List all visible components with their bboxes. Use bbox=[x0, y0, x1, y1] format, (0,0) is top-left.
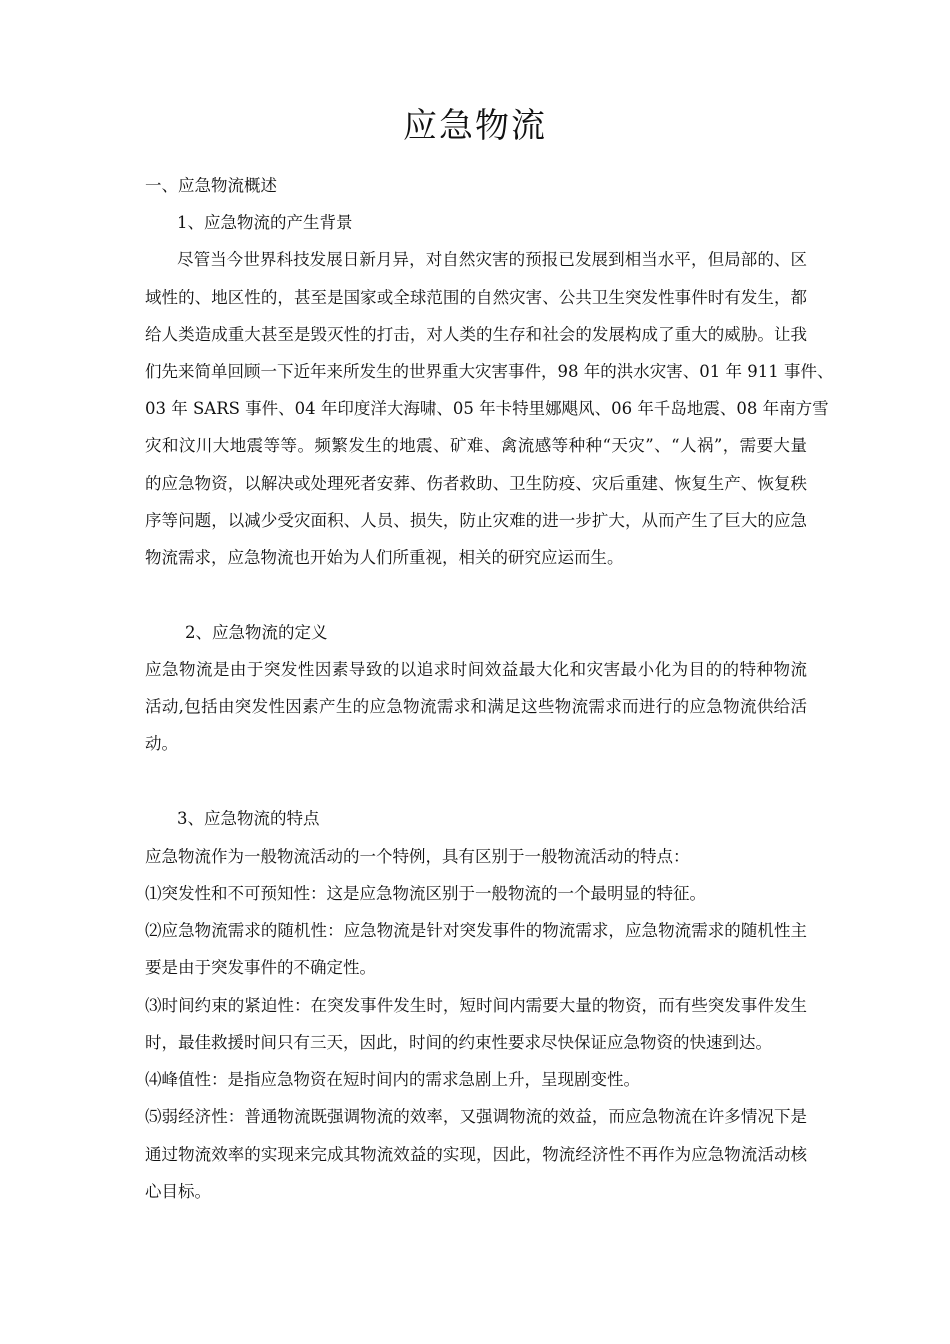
list-item: ⑸弱经济性：普通物流既强调物流的效率，又强调物流的效益，而应急物流在许多情况下是 bbox=[145, 1107, 807, 1126]
subsection-heading-2: 2、应急物流的定义 bbox=[185, 623, 328, 642]
paragraph-line: 给人类造成重大甚至是毁灭性的打击，对人类的生存和社会的发展构成了重大的威胁。让我 bbox=[145, 325, 807, 344]
subsection-heading-3: 3、应急物流的特点 bbox=[177, 809, 320, 828]
list-item: ⑶时间约束的紧迫性：在突发事件发生时，短时间内需要大量的物资，而有些突发事件发生 bbox=[145, 996, 807, 1015]
list-item-continuation: 要是由于突发事件的不确定性。 bbox=[145, 958, 376, 977]
list-item-continuation: 心目标。 bbox=[145, 1182, 211, 1201]
paragraph-line: 03 年 SARS 事件、04 年印度洋大海啸、05 年卡特里娜飓风、06 年千岛地震、08 年南方雪 bbox=[145, 399, 829, 418]
paragraph-line: 序等问题，以减少受灾面积、人员、损失，防止灾难的进一步扩大，从而产生了巨大的应急 bbox=[145, 511, 807, 530]
list-item: ⑴突发性和不可预知性：这是应急物流区别于一般物流的一个最明显的特征。 bbox=[145, 884, 706, 903]
list-item: ⑵应急物流需求的随机性：应急物流是针对突发事件的物流需求，应急物流需求的随机性主 bbox=[145, 921, 807, 940]
paragraph-line: 应急物流作为一般物流活动的一个特例，具有区别于一般物流活动的特点： bbox=[145, 847, 690, 866]
list-item-continuation: 通过物流效率的实现来完成其物流效益的实现，因此，物流经济性不再作为应急物流活动核 bbox=[145, 1145, 807, 1164]
paragraph-line: 动。 bbox=[145, 734, 178, 753]
section-heading: 一、应急物流概述 bbox=[145, 176, 277, 195]
paragraph-line: 应急物流是由于突发性因素导致的以追求时间效益最大化和灾害最小化为目的的特种物流 bbox=[145, 660, 807, 679]
paragraph-line: 活动,包括由突发性因素产生的应急物流需求和满足这些物流需求而进行的应急物流供给活 bbox=[145, 697, 807, 716]
paragraph-line: 灾和汶川大地震等等。频繁发生的地震、矿难、禽流感等种种“天灾”、“人祸”，需要大量 bbox=[145, 436, 807, 455]
paragraph-line: 尽管当今世界科技发展日新月异，对自然灾害的预报已发展到相当水平，但局部的、区 bbox=[177, 250, 807, 269]
paragraph-line: 域性的、地区性的，甚至是国家或全球范围的自然灾害、公共卫生突发性事件时有发生，都 bbox=[145, 288, 807, 307]
list-item-continuation: 时，最佳救援时间只有三天，因此，时间的约束性要求尽快保证应急物资的快速到达。 bbox=[145, 1033, 772, 1052]
paragraph-line: 们先来简单回顾一下近年来所发生的世界重大灾害事件，98 年的洪水灾害、01 年 911 事件、 bbox=[145, 362, 834, 381]
paragraph-line: 物流需求，应急物流也开始为人们所重视，相关的研究应运而生。 bbox=[145, 548, 624, 567]
paragraph-line: 的应急物资，以解决或处理死者安葬、伤者救助、卫生防疫、灾后重建、恢复生产、恢复秩 bbox=[145, 474, 807, 493]
subsection-heading-1: 1、应急物流的产生背景 bbox=[177, 213, 353, 232]
document-title: 应急物流 bbox=[403, 106, 547, 146]
list-item: ⑷峰值性：是指应急物资在短时间内的需求急剧上升，呈现剧变性。 bbox=[145, 1070, 640, 1089]
